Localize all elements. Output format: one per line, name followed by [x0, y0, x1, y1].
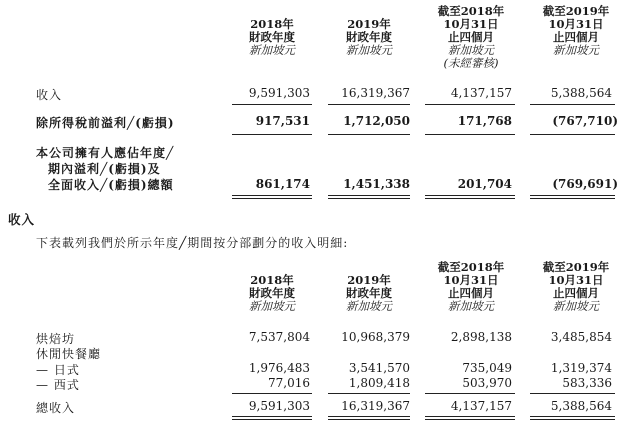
t2-h3-l3: 新加坡元 [553, 299, 599, 313]
t1-row-total-label-l1: 期內溢利╱(虧損)及 [48, 162, 161, 176]
t2-header-fy2019 [328, 274, 410, 313]
t1-row-total-v3: (769,691) [552, 177, 618, 191]
t1-rule-1d [530, 104, 615, 105]
t1-rule-3b [328, 195, 410, 199]
t2-row-total-label: 總收入 [36, 401, 76, 415]
t1-row-total-label-l2: 全面收入╱(虧損)總額 [48, 178, 174, 192]
t1-h2-l2: 止四個月 [448, 30, 494, 44]
t2-row-casual-label: 休閒快餐廳 [36, 347, 102, 361]
t1-rule-1b [328, 104, 410, 105]
t1-row-total-v0: 861,174 [255, 177, 310, 191]
t1-h2-l3: 新加坡元 [448, 43, 494, 57]
t1-h1-l2: 新加坡元 [346, 43, 392, 57]
t1-h0-l2: 新加坡元 [249, 43, 295, 57]
t1-rule-1c [425, 104, 515, 105]
t2-row-bakery-v1: 10,968,379 [341, 330, 410, 344]
t1-row-pbt-v0: 917,531 [255, 114, 310, 128]
t2-row-bakery-label: 烘焙坊 [36, 332, 76, 346]
t2-rule-1b [328, 393, 410, 394]
t1-h3-l1: 10月31日 [548, 17, 604, 31]
t1-rule-1a [232, 104, 312, 105]
t2-h3-l0: 截至2019年 [542, 260, 610, 274]
t1-h2-l4: (未經審核) [443, 56, 499, 70]
t1-row-pbt-v3: (767,710) [552, 114, 618, 128]
t1-h1-l1: 財政年度 [346, 30, 392, 44]
t2-h2-l1: 10月31日 [443, 273, 499, 287]
t2-header-fy2018 [232, 274, 312, 313]
t2-row-japanese-v3: 1,319,374 [550, 361, 612, 375]
t2-row-western-label: — 西式 [36, 378, 80, 392]
t2-row-western-v2: 503,970 [462, 376, 512, 390]
t1-h3-l3: 新加坡元 [553, 43, 599, 57]
t1-rule-2b [328, 134, 410, 135]
section-title: 收入 [8, 212, 36, 227]
t1-rule-3a [232, 195, 312, 199]
t1-header-4m2018 [425, 5, 517, 70]
t1-h1-l0: 2019年 [347, 17, 391, 31]
t1-row-pbt-v2: 171,768 [457, 114, 512, 128]
t1-row-revenue-v1: 16,319,367 [341, 86, 410, 100]
t2-row-western-v1: 1,809,418 [348, 376, 410, 390]
t2-header-4m2019 [530, 261, 622, 313]
t1-header-fy2018 [232, 18, 312, 57]
t1-row-revenue-label: 收入 [36, 88, 63, 102]
t2-h1-l2: 新加坡元 [346, 299, 392, 313]
t1-h2-l1: 10月31日 [443, 17, 499, 31]
t2-header-4m2018 [425, 261, 517, 313]
t1-rule-3c [425, 195, 515, 199]
t2-rule-1a [232, 393, 312, 394]
t1-row-total-v1: 1,451,338 [343, 177, 410, 191]
t1-h3-l0: 截至2019年 [542, 4, 610, 18]
t2-rule-2d [530, 416, 615, 420]
t2-h2-l3: 新加坡元 [448, 299, 494, 313]
t2-h0-l0: 2018年 [250, 273, 294, 287]
t1-row-total-v2: 201,704 [457, 177, 512, 191]
t2-row-total-v0: 9,591,303 [248, 399, 310, 413]
t2-row-bakery-v2: 2,898,138 [450, 330, 512, 344]
t1-h2-l0: 截至2018年 [437, 4, 505, 18]
t2-rule-1d [530, 393, 615, 394]
t2-h3-l2: 止四個月 [553, 286, 599, 300]
t1-h0-l0: 2018年 [250, 17, 294, 31]
t2-h2-l0: 截至2018年 [437, 260, 505, 274]
t2-row-total-v1: 16,319,367 [341, 399, 410, 413]
t2-row-japanese-v0: 1,976,483 [248, 361, 310, 375]
t2-h1-l0: 2019年 [347, 273, 391, 287]
t2-h2-l2: 止四個月 [448, 286, 494, 300]
t1-h3-l2: 止四個月 [553, 30, 599, 44]
t2-rule-2b [328, 416, 410, 420]
t2-h0-l2: 新加坡元 [249, 299, 295, 313]
t1-rule-3d [530, 195, 615, 199]
t2-rule-2c [425, 416, 515, 420]
t1-h0-l1: 財政年度 [249, 30, 295, 44]
t1-row-revenue-v3: 5,388,564 [550, 86, 612, 100]
t1-row-revenue-v2: 4,137,157 [450, 86, 512, 100]
section-intro: 下表載列我們於所示年度╱期間按分部劃分的收入明細: [36, 236, 349, 250]
t1-row-total-label-l0: 本公司擁有人應佔年度╱ [36, 146, 175, 160]
t2-row-western-v0: 77,016 [268, 376, 310, 390]
t1-rule-2a [232, 134, 312, 135]
t2-row-japanese-label: — 日式 [36, 363, 80, 377]
t2-row-total-v2: 4,137,157 [450, 399, 512, 413]
t2-rule-1c [425, 393, 515, 394]
t1-rule-2c [425, 134, 515, 135]
t2-h3-l1: 10月31日 [548, 273, 604, 287]
t1-row-revenue-v0: 9,591,303 [248, 86, 310, 100]
t1-row-pbt-v1: 1,712,050 [343, 114, 410, 128]
t2-row-japanese-v1: 3,541,570 [348, 361, 410, 375]
t2-h0-l1: 財政年度 [249, 286, 295, 300]
t2-row-total-v3: 5,388,564 [550, 399, 612, 413]
t2-row-western-v3: 583,336 [562, 376, 612, 390]
t2-row-bakery-v0: 7,537,804 [248, 330, 310, 344]
t2-row-japanese-v2: 735,049 [462, 361, 512, 375]
t2-row-bakery-v3: 3,485,854 [550, 330, 612, 344]
t1-header-4m2019 [530, 5, 622, 57]
t2-rule-2a [232, 416, 312, 420]
t1-row-pbt-label: 除所得稅前溢利╱(虧損) [36, 116, 175, 130]
t2-h1-l1: 財政年度 [346, 286, 392, 300]
t1-rule-2d [530, 134, 615, 135]
t1-header-fy2019 [328, 18, 410, 57]
